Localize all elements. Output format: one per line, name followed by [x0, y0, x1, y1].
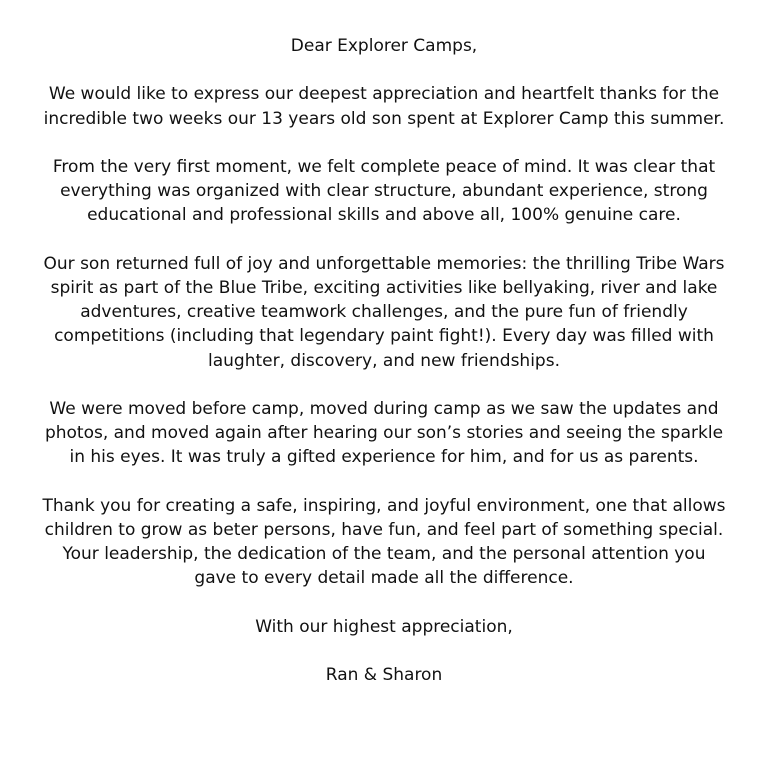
letter-paragraph: We were moved before camp, moved during camp as we saw the updates and photos, and moved again after hearing our son’s stories and seeing the sparkle in his eyes. It was truly a gifted experience for him, and for us as parents.: [44, 398, 724, 468]
letter-paragraph: From the very first moment, we felt complete peace of mind. It was clear that everything was organized with clear structure, abundant experience, strong educational and professional skills and above all, 100% genuine care.: [52, 156, 716, 226]
letter-paragraph: We would like to express our deepest appreciation and heartfelt thanks for the incredible two weeks our 13 years old son spent at Explorer Camp this summer.: [43, 84, 725, 129]
letter-paragraph: Our son returned full of joy and unforgettable memories: the thrilling Tribe Wars spirit as part of the Blue Tribe, exciting activities like bellyaking, river and lake adventures, creative teamwork challenges, and the pure fun of friendly competitions (including that legendary paint fight!). Every day was filled with laughter, discovery, and new friendships.: [43, 253, 725, 371]
letter-greeting: Dear Explorer Camps,: [290, 36, 478, 56]
letter-signature: Ran & Sharon: [325, 665, 443, 686]
letter-closing: With our highest appreciation,: [255, 616, 513, 637]
letter-body: [40, 34, 728, 687]
letter-paragraph: Thank you for creating a safe, inspiring, and joyful environment, one that allows children to grow as beter persons, have fun, and feel part of something special. Your leadership, the dedication of the team, and the personal attention you gave to every detail made all the difference.: [42, 495, 726, 589]
